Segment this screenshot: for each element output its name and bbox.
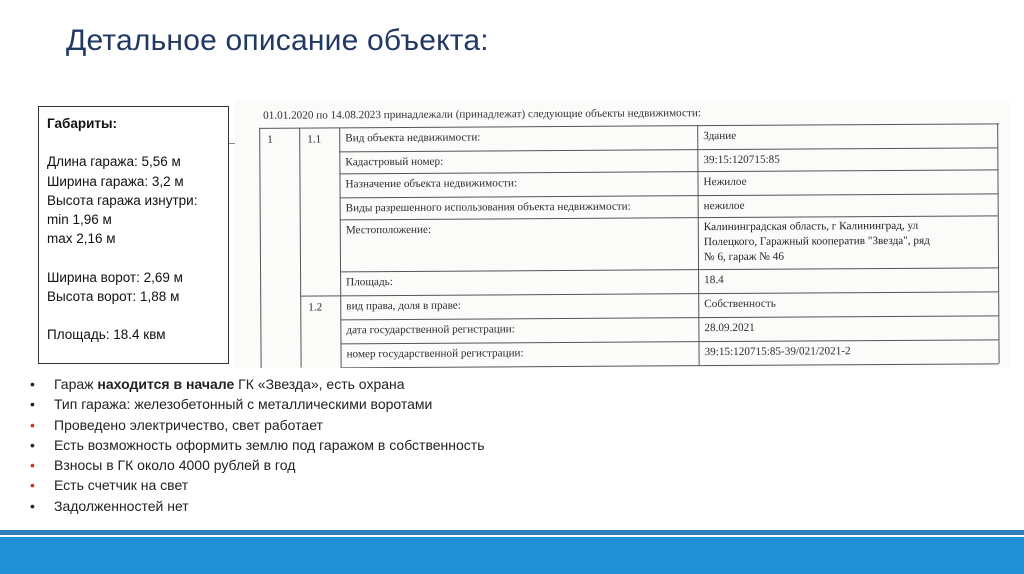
bullet-icon: • xyxy=(30,396,35,413)
table-rule xyxy=(997,123,999,363)
field-value: Собственность xyxy=(704,297,776,311)
table-rule xyxy=(340,339,998,344)
field-value-line: № 6, гараж № 46 xyxy=(703,250,784,264)
field-label: Назначение объекта недвижимости: xyxy=(345,177,518,191)
spacer xyxy=(47,306,228,325)
field-label: Кадастровый номер: xyxy=(345,155,444,169)
table-rule xyxy=(697,125,699,365)
scanned-document xyxy=(235,100,1010,368)
section-number: 1.1 xyxy=(307,133,322,146)
feature-item xyxy=(30,374,485,394)
bullet-icon: • xyxy=(30,497,35,514)
field-value: 18.4 xyxy=(704,274,724,287)
table-rule xyxy=(340,315,998,320)
dimension-line: Ширина ворот: 2,69 м xyxy=(47,269,183,285)
feature-item xyxy=(30,415,485,435)
field-value: Здание xyxy=(703,129,737,143)
feature-item xyxy=(30,435,485,455)
dimensions-header: Габариты: xyxy=(47,116,118,131)
table-rule xyxy=(339,127,341,367)
feature-item xyxy=(30,496,485,516)
table-rule xyxy=(299,128,301,368)
dimension-line: Площадь: 18.4 квм xyxy=(47,327,166,343)
feature-text: Есть возможность оформить землю под гаражом в собственность xyxy=(54,436,485,453)
bullet-icon: • xyxy=(30,477,35,494)
feature-text: Гараж xyxy=(54,376,98,392)
feature-text: Задолженностей нет xyxy=(54,497,189,514)
field-value-line: Полецкого, Гаражный кооператив "Звезда", ряд xyxy=(703,234,930,249)
table-rule xyxy=(259,123,999,129)
scan-header: 01.01.2020 по 14.08.2023 принадлежали (принадлежат) следующие объекты недвижимости: xyxy=(263,107,702,122)
footer-line xyxy=(0,530,1024,535)
table-rule xyxy=(340,267,998,272)
feature-text: ГК «Звезда», есть охрана xyxy=(234,376,405,392)
features-list xyxy=(30,374,485,516)
dimension-line: Длина гаража: 5,56 м xyxy=(47,154,181,170)
footer-bar xyxy=(0,537,1024,574)
table-rule xyxy=(259,128,261,368)
field-value: Нежилое xyxy=(703,175,747,189)
feature-item xyxy=(30,394,485,414)
section-number: 1.2 xyxy=(308,301,323,314)
field-label: вид права, доля в праве: xyxy=(346,299,461,313)
field-label: Вид объекта недвижимости: xyxy=(345,131,481,145)
bullet-icon: • xyxy=(30,376,35,392)
field-value xyxy=(704,219,930,265)
field-value-line: Калининградская область, г Калининград, ул xyxy=(703,219,919,234)
bullet-icon: • xyxy=(30,457,35,474)
field-label: дата государственной регистрации: xyxy=(346,323,515,337)
field-value: нежилое xyxy=(703,199,745,213)
dimension-line: min 1,96 м xyxy=(47,212,112,227)
field-label: номер государственной регистрации: xyxy=(346,347,524,361)
feature-text: Проведено электричество, свет работает xyxy=(54,416,323,433)
field-value: 28.09.2021 xyxy=(704,321,755,335)
feature-item xyxy=(30,475,485,495)
bullet-icon: • xyxy=(30,416,35,433)
spacer xyxy=(47,248,228,267)
feature-text: Тип гаража: железобетонный с металлическими воротами xyxy=(54,396,433,413)
dimension-line: Высота гаража изнутри: xyxy=(47,192,198,208)
table-rule xyxy=(339,147,997,152)
table-rule xyxy=(339,169,997,174)
field-label: Местоположение: xyxy=(345,223,432,237)
dimension-line: Ширина гаража: 3,2 м xyxy=(47,173,184,189)
dimension-line: Высота ворот: 1,88 м xyxy=(47,288,180,304)
table-rule xyxy=(341,363,999,368)
dimensions-box xyxy=(38,106,229,364)
row-number: 1 xyxy=(267,133,273,146)
field-label: Виды разрешенного использования объекта недвижимости: xyxy=(345,200,631,215)
feature-text: Есть счетчик на свет xyxy=(54,477,189,494)
dimensions-list xyxy=(47,152,228,344)
field-label: Площадь: xyxy=(346,276,393,289)
feature-item xyxy=(30,455,485,475)
feature-text: Взносы в ГК около 4000 рублей в год xyxy=(54,457,296,474)
field-value: 39:15:120715:85-39/021/2021-2 xyxy=(704,345,851,359)
bullet-icon: • xyxy=(30,436,35,453)
feature-text-bold: находится в начале xyxy=(97,376,235,392)
page-title: Детальное описание объекта: xyxy=(66,24,489,57)
field-value: 39:15:120715:85 xyxy=(703,153,780,167)
table-rule xyxy=(340,291,998,296)
table-rule xyxy=(340,193,998,198)
table-rule xyxy=(300,295,340,296)
dimension-line: max 2,16 м xyxy=(47,231,116,247)
